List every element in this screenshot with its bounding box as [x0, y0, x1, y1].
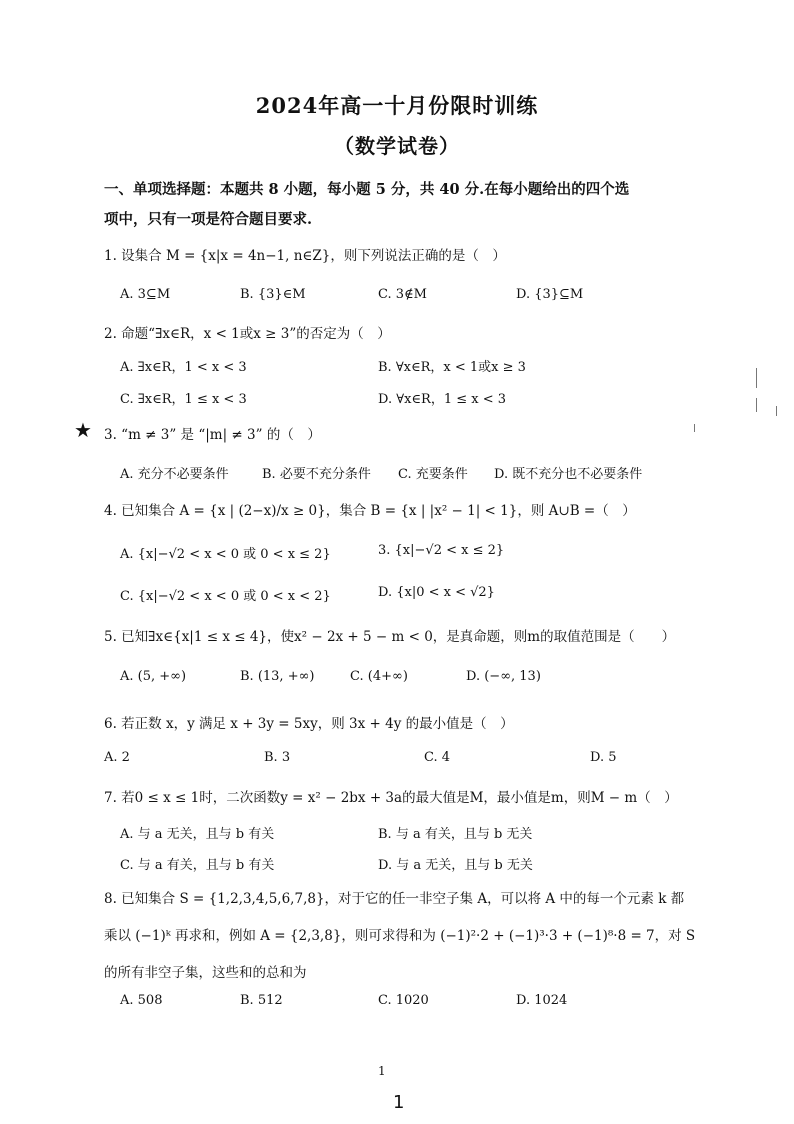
- q1-option-c: C. 3∉M: [378, 287, 427, 302]
- exam-subtitle: （数学试卷）: [334, 134, 460, 158]
- question-2-stem: 2. 命题“∃x∈R，x < 1或x ≥ 3”的否定为（ ）: [104, 326, 391, 342]
- question-8-stem-line2: 乘以 (−1)ᵏ 再求和，例如 A = {2,3,8}，则可求得和为 (−1)²·2 + (−1)³·3 + (−1)⁸·8 = 7，对 S: [104, 928, 696, 944]
- question-5-stem: 5. 已知∃x∈{x|1 ≤ x ≤ 4}，使x² − 2x + 5 − m < 0，是真命题，则m的取值范围是（ ）: [104, 629, 676, 645]
- question-7-stem: 7. 若0 ≤ x ≤ 1时，二次函数y = x² − 2bx + 3a的最大值是M，最小值是m，则M − m（ ）: [104, 790, 678, 806]
- section-heading-line1: 一、单项选择题：本题共 8 小题，每小题 5 分，共 40 分.在每小题给出的四个选: [104, 181, 630, 198]
- q4-option-b: 3. {x|−√2 < x ≤ 2}: [378, 543, 505, 558]
- q8-option-b: B. 512: [240, 993, 283, 1008]
- question-4-stem: 4. 已知集合 A = {x | (2−x)/x ≥ 0}，集合 B = {x | |x² − 1| < 1}，则 A∪B =（ ）: [104, 503, 636, 519]
- q6-option-a: A. 2: [104, 750, 130, 765]
- section-heading-line2: 项中，只有一项是符合题目要求.: [104, 211, 313, 228]
- q6-option-b: B. 3: [264, 750, 291, 765]
- question-3-stem: 3. “m ≠ 3” 是 “|m| ≠ 3” 的（ ）: [104, 427, 321, 443]
- exam-title: 2024年高一十月份限时训练: [255, 93, 539, 118]
- q8-option-a: A. 508: [120, 993, 163, 1008]
- q5-option-c: C. (4+∞): [350, 669, 408, 684]
- scan-mark: [694, 424, 695, 432]
- q8-option-d: D. 1024: [516, 993, 568, 1008]
- question-8-stem-line1: 8. 已知集合 S = {1,2,3,4,5,6,7,8}，对于它的任一非空子集 A，可以将 A 中的每一个元素 k 都: [104, 891, 685, 907]
- q2-option-c: C. ∃x∈R，1 ≤ x < 3: [120, 392, 247, 407]
- q6-option-d: D. 5: [590, 750, 617, 765]
- q5-option-d: D. (−∞, 13): [466, 669, 541, 684]
- q1-option-a: A. 3⊆M: [120, 287, 171, 302]
- q3-option-a: A. 充分不必要条件: [120, 467, 229, 482]
- q4-option-d: D. {x|0 < x < √2}: [378, 585, 495, 600]
- q2-option-a: A. ∃x∈R，1 < x < 3: [120, 360, 247, 375]
- q2-option-b: B. ∀x∈R，x < 1或x ≥ 3: [378, 360, 526, 375]
- q4-option-c: C. {x|−√2 < x < 0 或 0 < x < 2}: [120, 589, 331, 604]
- q7-option-c: C. 与 a 有关，且与 b 有关: [120, 858, 275, 873]
- q1-option-b: B. {3}∈M: [240, 287, 306, 302]
- question-8-stem-line3: 的所有非空子集，这些和的总和为: [104, 965, 307, 981]
- star-icon: ★: [74, 418, 92, 442]
- q2-option-d: D. ∀x∈R，1 ≤ x < 3: [378, 392, 507, 407]
- question-6-stem: 6. 若正数 x，y 满足 x + 3y = 5xy，则 3x + 4y 的最小值是（ ）: [104, 716, 514, 732]
- scan-mark: [776, 406, 777, 416]
- question-1-stem: 1. 设集合 M = {x|x = 4n−1, n∈Z}，则下列说法正确的是（ ）: [104, 248, 506, 264]
- q5-option-a: A. (5, +∞): [120, 669, 187, 684]
- q6-option-c: C. 4: [424, 750, 451, 765]
- page-number: 1: [393, 1092, 405, 1113]
- q5-option-b: B. (13, +∞): [240, 669, 315, 684]
- q8-option-c: C. 1020: [378, 993, 429, 1008]
- q3-option-b: B. 必要不充分条件: [262, 467, 371, 482]
- q1-option-d: D. {3}⊆M: [516, 287, 584, 302]
- page-mark-small: 1: [378, 1064, 386, 1078]
- q3-option-d: D. 既不充分也不必要条件: [494, 467, 643, 482]
- q3-option-c: C. 充要条件: [398, 467, 468, 482]
- scan-mark: [756, 368, 757, 388]
- scan-mark: [756, 398, 757, 412]
- q7-option-a: A. 与 a 无关，且与 b 有关: [120, 827, 275, 842]
- q7-option-d: D. 与 a 无关，且与 b 无关: [378, 858, 533, 873]
- q4-option-a: A. {x|−√2 < x < 0 或 0 < x ≤ 2}: [120, 547, 331, 562]
- q7-option-b: B. 与 a 有关，且与 b 无关: [378, 827, 533, 842]
